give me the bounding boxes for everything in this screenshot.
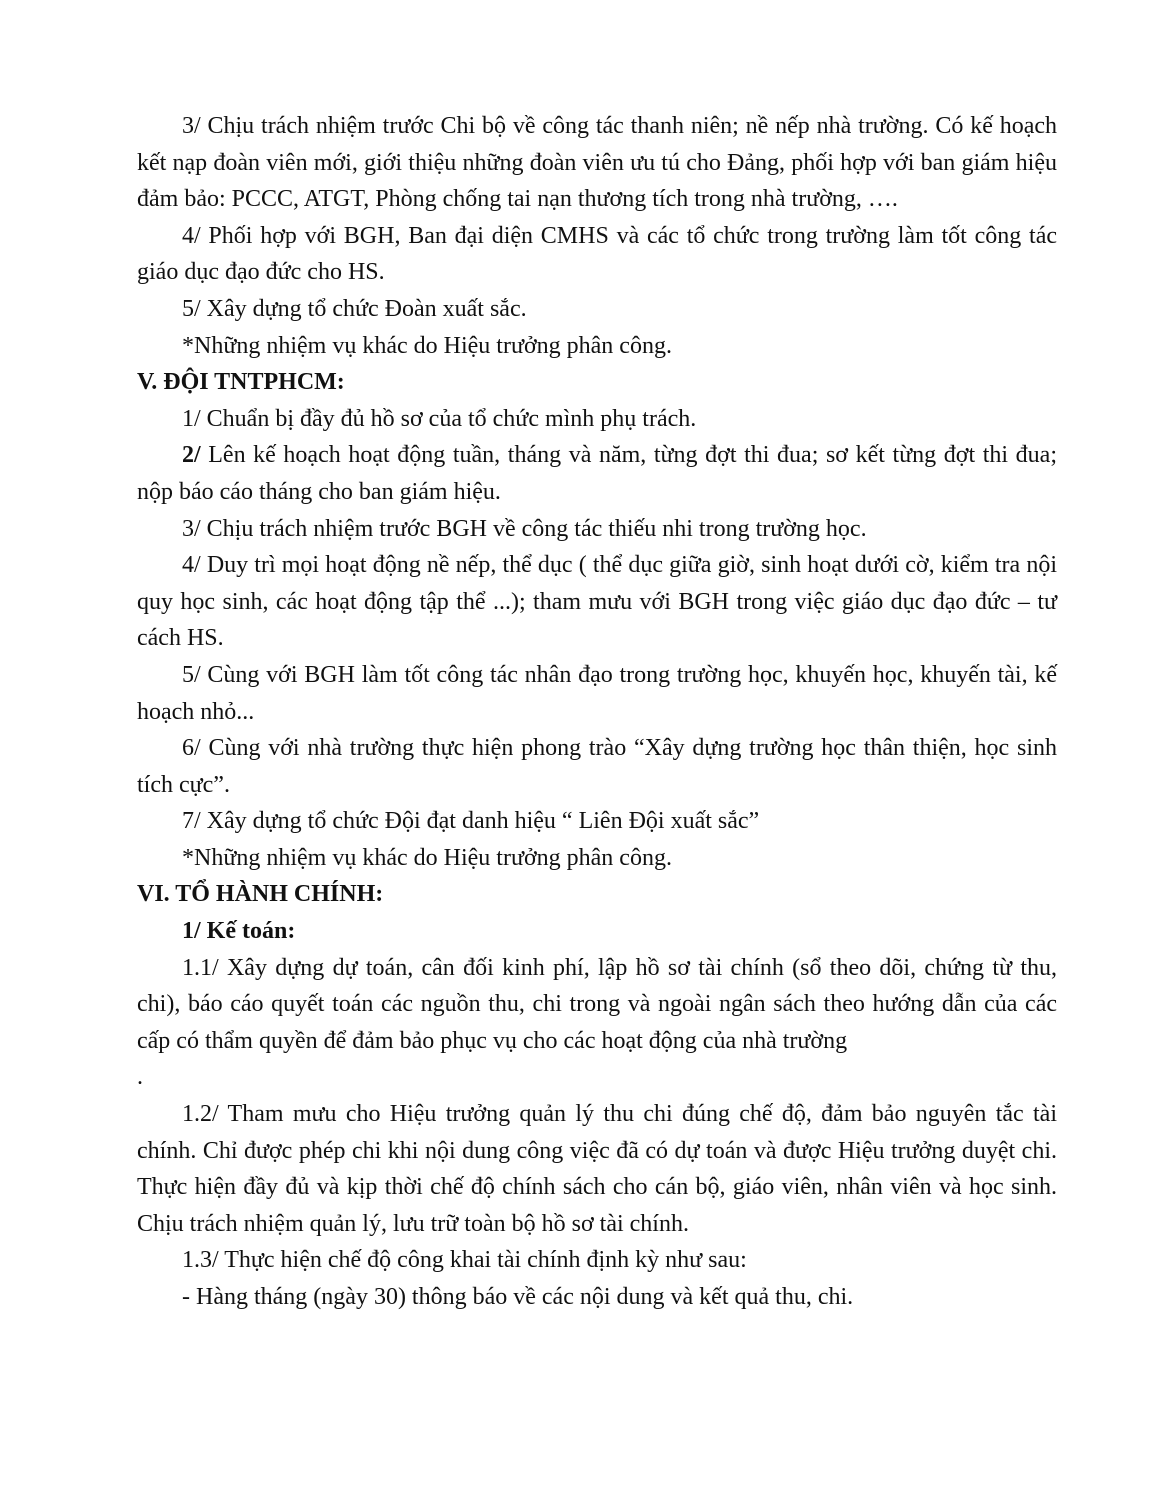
doi-item-5: 5/ Cùng với BGH làm tốt công tác nhân đạo trong trường học, khuyến học, khuyến tài, kế hoạch nhỏ...	[137, 661, 1057, 725]
doi-item-1: 1/ Chuẩn bị đầy đủ hồ sơ của tổ chức mình phụ trách.	[182, 405, 697, 432]
ke-toan-item-1-3: 1.3/ Thực hiện chế độ công khai tài chính định kỳ như sau:	[182, 1247, 747, 1274]
doi-item-6: 6/ Cùng với nhà trường thực hiện phong trào “Xây dựng trường học thân thiện, học sinh tích cực”.	[137, 735, 1057, 798]
doan-item-5: 5/ Xây dựng tổ chức Đoàn xuất sắc.	[182, 295, 527, 322]
ke-toan-item-1-1-period: .	[137, 1064, 143, 1091]
doan-item-3: 3/ Chịu trách nhiệm trước Chi bộ về công tác thanh niên; nề nếp nhà trường. Có kế hoạch kết nạp đoàn viên mới, giới thiệu những đoàn viên ưu tú cho Đảng, phối hợp với ban giám hiệu đảm bảo: PCCC, ATGT, Phòng chống tai nạn thương tích trong nhà trường, ….	[137, 113, 1057, 213]
doan-item-4: 4/ Phối hợp với BGH, Ban đại diện CMHS và các tổ chức trong trường làm tốt công tác giáo dục đạo đức cho HS.	[137, 222, 1057, 286]
doi-other-duties: *Những nhiệm vụ khác do Hiệu trưởng phân công.	[182, 844, 672, 871]
doi-item-4: 4/ Duy trì mọi hoạt động nề nếp, thể dục ( thể dục giữa giờ, sinh hoạt dưới cờ, kiểm tra nội quy học sinh, các hoạt động tập thể ...); tham mưu với BGH trong việc giáo dục đạo đức – tư cách HS.	[137, 552, 1057, 652]
section-heading-doi: V. ĐỘI TNTPHCM:	[137, 369, 345, 396]
ke-toan-item-1-1: 1.1/ Xây dựng dự toán, cân đối kinh phí, lập hồ sơ tài chính (sổ theo dõi, chứng từ thu, chi), báo cáo quyết toán các nguồn thu, chi trong và ngoài ngân sách theo hướng dẫn của các cấp có thẩm quyền để đảm bảo phục vụ cho các hoạt động của nhà trường	[137, 954, 1057, 1054]
doi-item-2-number: 2/	[182, 442, 201, 469]
doi-item-7: 7/ Xây dựng tổ chức Đội đạt danh hiệu “ Liên Đội xuất sắc”	[182, 808, 760, 835]
ke-toan-item-1-3-monthly: - Hàng tháng (ngày 30) thông báo về các nội dung và kết quả thu, chi.	[182, 1284, 854, 1310]
doi-item-2-text: Lên kế hoạch hoạt động tuần, tháng và năm, từng đợt thi đua; sơ kết từng đợt thi đua; nộp báo cáo tháng cho ban giám hiệu.	[137, 442, 1057, 505]
subheading-ke-toan: 1/ Kế toán:	[182, 918, 296, 945]
doi-item-2	[137, 437, 1057, 510]
doan-other-duties: *Những nhiệm vụ khác do Hiệu trưởng phân công.	[182, 332, 672, 359]
ke-toan-item-1-2: 1.2/ Tham mưu cho Hiệu trưởng quản lý thu chi đúng chế độ, đảm bảo nguyên tắc tài chính. Chỉ được phép chi khi nội dung công việc đã có dự toán và được Hiệu trưởng duyệt chi. Thực hiện đầy đủ và kịp thời chế độ chính sách cho cán bộ, giáo viên, nhân viên và học sinh. Chịu trách nhiệm quản lý, lưu trữ toàn bộ hồ sơ tài chính.	[137, 1101, 1057, 1237]
doi-item-3: 3/ Chịu trách nhiệm trước BGH về công tác thiếu nhi trong trường học.	[182, 515, 867, 542]
section-heading-hanh-chinh: VI. TỔ HÀNH CHÍNH:	[137, 881, 384, 908]
